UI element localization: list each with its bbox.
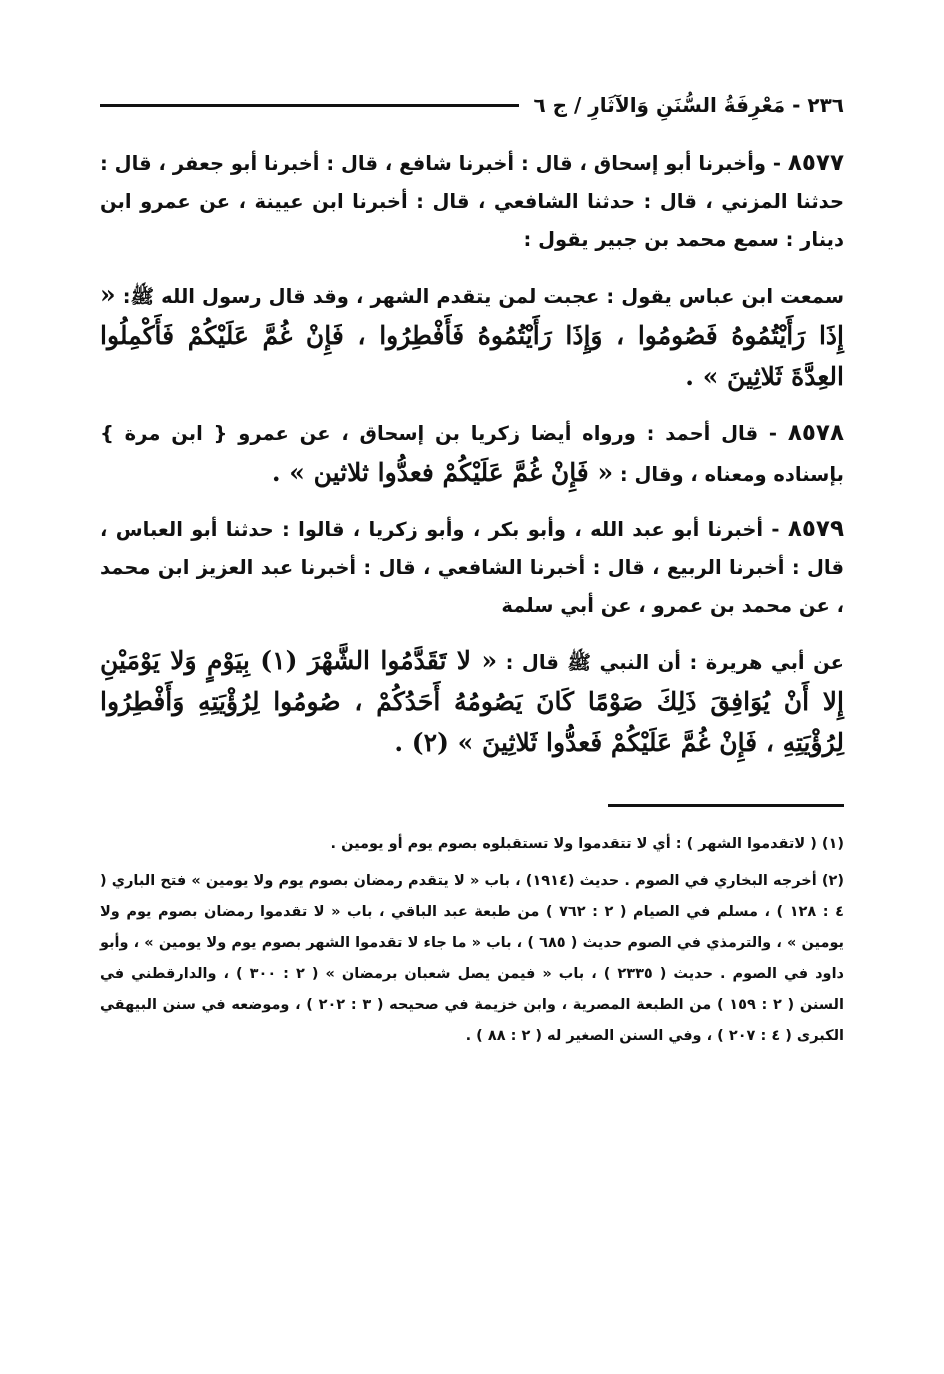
- isnad-text: - وأخبرنا أبو إسحاق ، قال : أخبرنا شافع ، قال : أخبرنا أبو جعفر ، قال : حدثنا المزني ، قال : حدثنا الشافعي ، قال : أخبرنا ابن عيينة ، عن عمرو ابن دينار : سمع محمد بن جبير يقول :: [100, 152, 844, 251]
- hadith-text: - قال أحمد : ورواه أيضا زكريا بن إسحاق ، عن عمرو { ابن مرة } بإسناده ومعناه ، وقال :: [100, 422, 844, 486]
- isnad-text: - أخبرنا أبو عبد الله ، وأبو بكر ، وأبو زكريا ، قالوا : حدثنا أبو العباس ، قال : أخبرنا الربيع ، قال : أخبرنا الشافعي ، قال : أخبرنا عبد العزيز ابن محمد ، عن محمد بن عمرو ، عن أبي سلمة: [100, 518, 844, 617]
- matn-quote: « إِذَا رَأَيْتُمُوهُ فَصُومُوا ، وَإِذَا رَأَيْتُمُوهُ فَأَفْطِرُوا ، فَإِنْ غُمَّ عَلَيْكُمْ فَأَكْمِلُوا العِدَّةَ ثَلاثِينَ » .: [100, 280, 844, 391]
- footnote-2: (٢) أخرجه البخاري في الصوم . حديث (١٩١٤) ، باب « لا يتقدم رمضان بصوم يوم ولا يومين » فتح الباري ( ٤ : ١٢٨ ) ، مسلم في الصيام ( ٢ : ٧٦٢ ) من طبعة عبد الباقي ، باب « لا تقدموا رمضان بصوم يوم ولا يومين » ، والترمذي في الصوم حديث ( ٦٨٥ ) ، باب « ما جاء لا تقدموا الشهر بصوم يوم ولا يومين » ، وأبو داود في الصوم . حديث ( ٢٣٣٥ ) ، باب « فيمن يصل شعبان برمضان » ( ٢ : ٣٠٠ ) ، والدارقطني في السنن ( ٢ : ١٥٩ ) من الطبعة المصرية ، وابن خزيمة في صحيحه ( ٣ : ٢٠٢ ) ، وموضعه في سنن البيهقي الكبرى ( ٤ : ٢٠٧ ) ، وفي السنن الصغير له ( ٢ : ٨٨ ) .: [100, 873, 844, 1044]
- hadith-number: ٨٥٧٧: [787, 150, 844, 176]
- hadith-8579-matn: [100, 641, 844, 764]
- matn-quote: « فَإِنْ غُمَّ عَلَيْكُمْ فعدُّوا ثلاثين » .: [271, 458, 614, 487]
- hadith-8577-isnad: [100, 144, 844, 259]
- running-title: ٢٣٦ - مَعْرِفَةُ السُّنَنِ وَالآثَارِ / ج ٦: [533, 93, 844, 117]
- footnote-1: (١) ( لاتقدموا الشهر ) : أي لا تتقدموا ولا تستقبلوه بصوم يوم أو يومين .: [330, 836, 844, 852]
- hadith-number: ٨٥٧٩: [787, 516, 844, 542]
- hadith-number: ٨٥٧٨: [787, 420, 844, 446]
- header-rule: [100, 104, 519, 107]
- hadith-8579-isnad: [100, 510, 844, 625]
- hadith-8577-matn: [100, 275, 844, 398]
- matn-quote: « لا تَقَدَّمُوا الشَّهْرَ (١) بِيَوْمٍ وَلا يَوْمَيْنِ إِلا أَنْ يُوَافِقَ ذَلِكَ صَوْمًا كَانَ يَصُومُهُ أَحَدُكُمْ ، صُومُوا لِرُؤْيَتِهِ وَأَفْطِرُوا لِرُؤْيَتِهِ ، فَإِنْ غُمَّ عَلَيْكُمْ فَعدُّوا ثَلاثِينَ » (٢) .: [100, 646, 844, 757]
- hadith-8578: [100, 414, 844, 494]
- footnote-separator: [608, 804, 844, 807]
- matn-intro: عن أبي هريرة : أن النبي ﷺ قال :: [505, 651, 844, 674]
- matn-intro: سمعت ابن عباس يقول : عجبت لمن يتقدم الشهر ، وقد قال رسول الله ﷺ:: [122, 285, 845, 308]
- page-header: [100, 82, 844, 128]
